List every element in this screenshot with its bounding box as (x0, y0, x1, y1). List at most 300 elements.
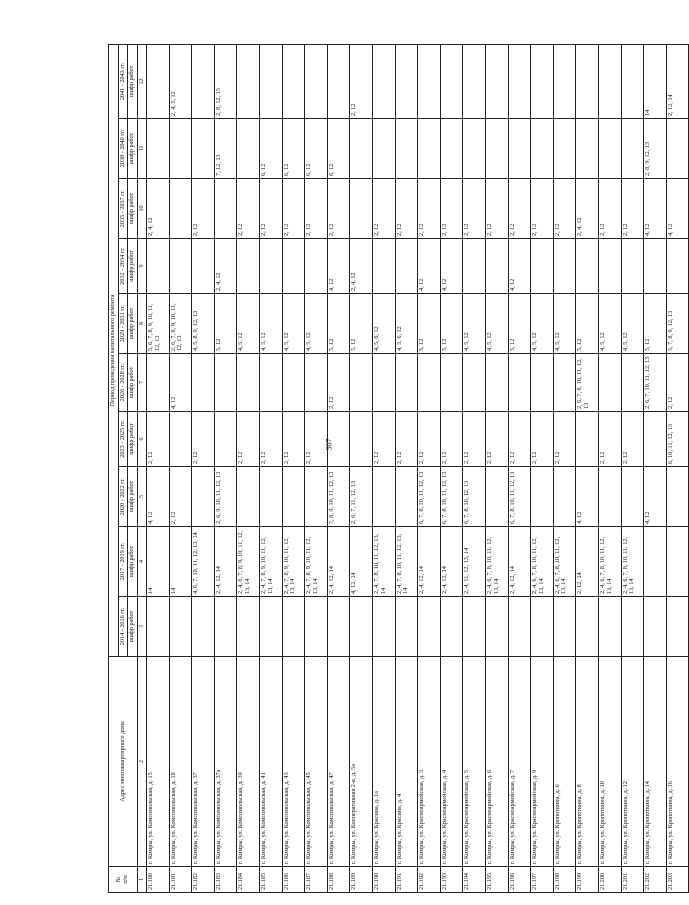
row-address: г. Кимры, ул. Кропоткина, д. 10 (598, 657, 621, 867)
row-cell-period-5 (350, 354, 373, 412)
row-cell-period-6: 4, 5, 12 (463, 294, 486, 354)
row-cell-period-3: 4, 12 (644, 467, 667, 527)
row-cell-period-4: 2, 12 (485, 412, 508, 467)
row-cell-period-6: 4, 5, 12 (305, 294, 328, 354)
row-number: 21.193 (440, 867, 463, 893)
row-number: 21.183 (214, 867, 237, 893)
row-cell-period-2 (666, 527, 689, 597)
row-cell-period-2: 2, 4, 6, 7, 8, 10, 11, 12, 13, 14 (598, 527, 621, 597)
row-address: г. Кимры, ул. Комсомольская, д. 43 (282, 657, 305, 867)
row-number: 21.185 (260, 867, 283, 893)
row-cell-period-5: 2, 12 (327, 354, 350, 412)
row-address: г. Кимры, ул. Красноармейская, д. 3 (418, 657, 441, 867)
row-cell-period-10 (327, 44, 350, 118)
row-cell-period-7 (305, 239, 328, 294)
row-cell-period-5: 2, 6, 7, 10, 11, 12, 13 (644, 354, 667, 412)
row-number: 21.197 (531, 867, 554, 893)
row-cell-period-6: 5, 12 (214, 294, 237, 354)
row-cell-period-6: 4, 5, 12 (621, 294, 644, 354)
row-cell-period-10 (621, 44, 644, 118)
row-cell-period-4: 2, 12 (147, 412, 170, 467)
row-cell-period-3: 2, 12 (169, 467, 192, 527)
row-cell-period-8: 2, 12 (395, 179, 418, 239)
row-cell-period-10 (282, 44, 305, 118)
row-cell-period-7 (260, 239, 283, 294)
row-cell-period-4 (324, 412, 350, 467)
row-cell-period-3 (531, 467, 554, 527)
row-cell-period-4: 2, 12 (305, 412, 328, 467)
row-cell-period-2: 2, 4, 7, 8, 10, 11, 12, 13, 14 (373, 527, 396, 597)
header-address: Адрес многоквартирного дома (109, 657, 138, 867)
row-cell-period-9 (463, 119, 486, 179)
page-number: 307 (324, 438, 334, 451)
row-cell-period-2: 2, 12, 14 (576, 527, 599, 597)
row-cell-period-1 (169, 597, 192, 657)
row-address: г. Кимры, ул. Кропоткина, д. 8 (576, 657, 599, 867)
row-number: 21.191 (395, 867, 418, 893)
row-cell-period-3 (237, 467, 260, 527)
row-cell-period-4: 6, 10, 11, 12, 13 (666, 412, 689, 467)
row-cell-period-7 (395, 239, 418, 294)
header-period-title: Период проведения капитального ремонта (109, 44, 119, 656)
row-cell-period-6: 4, 5, 12 (282, 294, 305, 354)
table-row (305, 44, 328, 892)
row-cell-period-6: 5, 12 (440, 294, 463, 354)
row-cell-period-2: 2, 4, 7, 8, 10, 11, 12, 13, 14 (395, 527, 418, 597)
row-cell-period-1 (214, 597, 237, 657)
row-cell-period-10 (576, 44, 599, 118)
table-row (192, 44, 215, 892)
row-cell-period-2: 14 (169, 527, 192, 597)
row-cell-period-7 (644, 239, 667, 294)
table-row (576, 44, 599, 892)
row-cell-period-6: 4, 5, 6, 12 (395, 294, 418, 354)
row-cell-period-8: 2, 12 (598, 179, 621, 239)
row-cell-period-8: 2, 12 (463, 179, 486, 239)
row-cell-period-2: 2, 4, 6, 7, 8, 10, 11, 12, 13, 14 (621, 527, 644, 597)
row-cell-period-10: 2, 12 (350, 44, 373, 118)
header-period-6: 2029 - 2031 гг. (118, 294, 128, 354)
header-sublabel-9: шифр работ (128, 119, 138, 179)
row-cell-period-1 (485, 597, 508, 657)
row-cell-period-9 (192, 119, 215, 179)
row-cell-period-1 (598, 597, 621, 657)
row-cell-period-9: 6, 12 (305, 119, 328, 179)
header-column-number-4: 4 (138, 527, 147, 597)
row-cell-period-8 (214, 179, 237, 239)
row-cell-period-7 (598, 239, 621, 294)
header-period-7: 2032 - 2034 гг. (118, 239, 128, 294)
row-cell-period-2: 2, 4, 12, 14 (214, 527, 237, 597)
header-period-1: 2014 - 2016 гг. (118, 597, 128, 657)
table-body (147, 44, 689, 892)
row-cell-period-6: 5, 6, 7, 8, 9, 10, 11, 12, 13 (147, 294, 170, 354)
row-cell-period-2: 2, 4, 12, 14 (418, 527, 441, 597)
row-cell-period-5: 4, 12 (169, 354, 192, 412)
table-row (621, 44, 644, 892)
row-cell-period-8: 2, 12 (192, 179, 215, 239)
row-number: 21.182 (192, 867, 215, 893)
row-cell-period-3 (282, 467, 305, 527)
header-column-number-5: 5 (138, 467, 147, 527)
header-column-number-6: 6 (138, 412, 147, 467)
row-number: 21.181 (169, 867, 192, 893)
row-address: г. Кимры, ул. Кооперативная 2-я, д. 5а (350, 657, 373, 867)
row-cell-period-2: 2, 4, 12, 14 (327, 527, 350, 597)
row-cell-period-8: 4, 12 (644, 179, 667, 239)
row-cell-period-6: 4, 5, 12 (485, 294, 508, 354)
row-address: г. Кимры, ул. Красина, д. 4 (395, 657, 418, 867)
row-cell-period-1 (531, 597, 554, 657)
row-cell-period-3 (485, 467, 508, 527)
row-cell-period-8: 2, 12 (282, 179, 305, 239)
row-cell-period-1 (666, 597, 689, 657)
header-column-number-11: 11 (138, 119, 147, 179)
row-address: г. Кимры, ул. Комсомольская, д. 37 (192, 657, 215, 867)
row-cell-period-10 (260, 44, 283, 118)
row-cell-period-10 (463, 44, 486, 118)
row-cell-period-9 (350, 119, 373, 179)
row-cell-period-8: 2, 12 (237, 179, 260, 239)
row-cell-period-4: 2, 12 (440, 412, 463, 467)
row-cell-period-6: 4, 5, 12 (260, 294, 283, 354)
row-cell-period-6: 5, 12 (350, 294, 373, 354)
row-cell-period-1 (282, 597, 305, 657)
row-cell-period-10: 2, 8, 12, 13 (214, 44, 237, 118)
row-cell-period-10 (553, 44, 576, 118)
row-cell-period-10 (395, 44, 418, 118)
row-cell-period-10: 2, 4, 5, 12 (169, 44, 192, 118)
row-cell-period-3: 2, 6, 7, 11, 12, 13 (350, 467, 373, 527)
row-number: 21.188 (327, 867, 350, 893)
row-cell-period-3 (192, 467, 215, 527)
row-number: 21.199 (576, 867, 599, 893)
row-cell-period-6: 4, 5, 12 (553, 294, 576, 354)
row-cell-period-6: 5, 12 (576, 294, 599, 354)
row-cell-period-4 (350, 412, 373, 467)
row-cell-period-9 (373, 119, 396, 179)
row-cell-period-2: 2, 4, 6, 7, 8, 10, 11, 12, 13, 14 (485, 527, 508, 597)
row-cell-period-6: 4, 5, 12 (237, 294, 260, 354)
row-cell-period-3: 2, 6, 9, 10, 11, 12, 13 (214, 467, 237, 527)
header-column-number-9: 9 (138, 239, 147, 294)
header-column-number-7: 7 (138, 354, 147, 412)
row-cell-period-3: 4, 12 (576, 467, 599, 527)
row-cell-period-2: 4, 12, 14 (350, 527, 373, 597)
row-cell-period-9 (418, 119, 441, 179)
row-number: 21.192 (418, 867, 441, 893)
row-cell-period-2: 4, 6, 7, 10, 11, 12, 13, 14 (192, 527, 215, 597)
row-cell-period-8: 2, 12 (418, 179, 441, 239)
row-cell-period-4 (169, 412, 192, 467)
row-cell-period-1 (147, 597, 170, 657)
header-period-3: 2020 - 2022 гг. (118, 467, 128, 527)
table-row (214, 44, 237, 892)
row-cell-period-7 (553, 239, 576, 294)
row-cell-period-8: 4, 12 (666, 179, 689, 239)
row-address: г. Кимры, ул. Красноармейская, д. 5 (463, 657, 486, 867)
header-sublabel-1: шифр работ (128, 597, 138, 657)
row-address: г. Кимры, ул. Красина, д. 1а (373, 657, 396, 867)
rotated-table-container (108, 45, 674, 893)
row-cell-period-4: 2, 12 (598, 412, 621, 467)
table-row (508, 44, 531, 892)
row-cell-period-4: 2, 12 (508, 412, 531, 467)
row-cell-period-7 (463, 239, 486, 294)
row-cell-period-9 (237, 119, 260, 179)
row-cell-period-9 (666, 119, 689, 179)
row-cell-period-6: 4, 5, 6, 12 (373, 294, 396, 354)
row-cell-period-9 (598, 119, 621, 179)
row-cell-period-3 (260, 467, 283, 527)
row-cell-period-9: 6, 12 (260, 119, 283, 179)
row-cell-period-8 (350, 179, 373, 239)
row-address: г. Кимры, ул. Комсомольская, д. 15 (147, 657, 170, 867)
row-cell-period-3 (598, 467, 621, 527)
row-cell-period-7: 2, 4, 12 (350, 239, 373, 294)
row-cell-period-8: 2, 12 (440, 179, 463, 239)
row-address: г. Кимры, ул. Комсомольская, д. 18 (169, 657, 192, 867)
row-cell-period-2: 2, 4, 7, 8, 9, 10, 11, 12, 13, 14 (260, 527, 283, 597)
row-number: 21.190 (373, 867, 396, 893)
row-cell-period-3 (553, 467, 576, 527)
header-column-number-3: 3 (138, 597, 147, 657)
row-cell-period-1 (463, 597, 486, 657)
row-cell-period-9: 6, 12 (327, 119, 350, 179)
row-cell-period-10: 2, 12, 14 (666, 44, 689, 118)
row-address: г. Кимры, ул. Красноармейская, д. 7 (508, 657, 531, 867)
row-cell-period-4 (644, 412, 667, 467)
row-cell-period-2 (644, 527, 667, 597)
row-cell-period-5 (237, 354, 260, 412)
row-cell-period-2: 2, 4, 7, 8, 9, 10, 11, 12, 13, 14 (282, 527, 305, 597)
row-cell-period-1 (305, 597, 328, 657)
row-cell-period-8: 2, 12 (485, 179, 508, 239)
row-cell-period-2: 2, 4, 12, 14 (440, 527, 463, 597)
row-cell-period-5 (418, 354, 441, 412)
header-period-9: 2038 - 2040 гг. (118, 119, 128, 179)
row-cell-period-10 (192, 44, 215, 118)
table-row (666, 44, 689, 892)
table-row (350, 44, 373, 892)
table-row (463, 44, 486, 892)
row-cell-period-7 (531, 239, 554, 294)
row-cell-period-9 (531, 119, 554, 179)
row-cell-period-5 (373, 354, 396, 412)
row-cell-period-8: 2, 4, 12 (147, 179, 170, 239)
row-cell-period-9 (395, 119, 418, 179)
header-column-number-12: 12 (138, 44, 147, 118)
row-number: 21.194 (463, 867, 486, 893)
row-address: г. Кимры, ул. Кропоткина, д. 6 (553, 657, 576, 867)
row-number: 21.196 (508, 867, 531, 893)
row-cell-period-9 (576, 119, 599, 179)
row-cell-period-9 (553, 119, 576, 179)
row-cell-period-9 (485, 119, 508, 179)
row-cell-period-6: 4, 5, 8, 9, 12, 13 (192, 294, 215, 354)
row-cell-period-7 (621, 239, 644, 294)
row-cell-period-8 (169, 179, 192, 239)
row-cell-period-10: 14 (644, 44, 667, 118)
header-column-number-1: 1 (138, 867, 147, 893)
row-cell-period-5 (282, 354, 305, 412)
row-address: г. Кимры, ул. Красноармейская, д. 9 (531, 657, 554, 867)
repair-schedule-table (108, 44, 689, 893)
row-address: г. Кимры, ул. Кропоткина, д. 12 (621, 657, 644, 867)
row-cell-period-4 (576, 412, 599, 467)
row-cell-period-3: 6, 7, 8, 10, 11, 12, 13 (418, 467, 441, 527)
header-sublabel-3: шифр работ (128, 467, 138, 527)
row-cell-period-3 (373, 467, 396, 527)
row-address: г. Кимры, ул. Кропоткина, д. 14 (644, 657, 667, 867)
row-cell-period-7 (237, 239, 260, 294)
row-cell-period-6: 5, 12 (418, 294, 441, 354)
header-column-number-2: 2 (138, 657, 147, 867)
row-cell-period-7 (373, 239, 396, 294)
row-number: 21.195 (485, 867, 508, 893)
row-address: г. Кимры, ул. Красноармейская, д. 4 (440, 657, 463, 867)
row-cell-period-1 (192, 597, 215, 657)
row-cell-period-2: 2, 4, 6, 7, 8, 9, 10, 11, 12, 13, 14 (237, 527, 260, 597)
row-cell-period-1 (508, 597, 531, 657)
row-cell-period-5 (531, 354, 554, 412)
row-cell-period-8: 2, 12 (260, 179, 283, 239)
row-cell-period-5 (214, 354, 237, 412)
row-cell-period-9 (440, 119, 463, 179)
row-cell-period-7: 4, 12 (440, 239, 463, 294)
table-row (440, 44, 463, 892)
row-number: 21.189 (350, 867, 373, 893)
row-cell-period-10 (598, 44, 621, 118)
row-cell-period-9: 7, 12, 13 (214, 119, 237, 179)
header-column-number-10: 10 (138, 179, 147, 239)
row-address: г. Кимры, ул. Комсомольская, д. 45 (305, 657, 328, 867)
row-cell-period-6: 2, 6, 7, 8, 9, 10, 11, 12, 13 (169, 294, 192, 354)
row-cell-period-7: 2, 4, 12 (214, 239, 237, 294)
header-sublabel-10: шифр работ (128, 44, 138, 118)
header-period-5: 2026 - 2028 гг. (118, 354, 128, 412)
row-cell-period-10 (508, 44, 531, 118)
row-cell-period-8: 2, 12 (327, 179, 350, 239)
header-period-10: 2041 - 2043 гг. (118, 44, 128, 118)
row-cell-period-10 (485, 44, 508, 118)
row-cell-period-9: 6, 12 (282, 119, 305, 179)
row-cell-period-2: 2, 4, 6, 7, 8, 10, 11, 12, 13, 14 (531, 527, 554, 597)
row-cell-period-9 (621, 119, 644, 179)
table-row (418, 44, 441, 892)
row-cell-period-8: 2, 12 (621, 179, 644, 239)
row-cell-period-4: 2, 12 (260, 412, 283, 467)
row-cell-period-5: 2, 12 (666, 354, 689, 412)
header-sublabel-2: шифр работ (128, 527, 138, 597)
row-cell-period-1 (621, 597, 644, 657)
row-cell-period-3: 6, 7, 8, 10, 11, 12, 13 (508, 467, 531, 527)
table-row (260, 44, 283, 892)
row-cell-period-9 (169, 119, 192, 179)
row-cell-period-7 (666, 239, 689, 294)
row-cell-period-5 (463, 354, 486, 412)
row-cell-period-2: 2, 4, 6, 7, 8, 10, 11, 12, 13, 14 (553, 527, 576, 597)
header-sublabel-5: шифр работ (128, 354, 138, 412)
row-cell-period-1 (553, 597, 576, 657)
table-row (327, 44, 350, 892)
row-cell-period-9 (508, 119, 531, 179)
row-cell-period-4 (214, 412, 237, 467)
header-sublabel-4: шифр работ (128, 412, 138, 467)
row-cell-period-7 (192, 239, 215, 294)
row-cell-period-8: 2, 12 (553, 179, 576, 239)
row-cell-period-2: 2, 4, 12, 14 (508, 527, 531, 597)
table-row (147, 44, 170, 892)
row-cell-period-4: 2, 12 (373, 412, 396, 467)
row-cell-period-5 (395, 354, 418, 412)
row-cell-period-6: 5, 12 (508, 294, 531, 354)
row-cell-period-2: 2, 4, 11, 12, 13, 14 (463, 527, 486, 597)
row-cell-period-5 (305, 354, 328, 412)
row-cell-period-4: 2, 12 (418, 412, 441, 467)
row-cell-period-4: 2, 12 (531, 412, 554, 467)
row-cell-period-5 (192, 354, 215, 412)
table-row (485, 44, 508, 892)
row-cell-period-7: 4, 12 (418, 239, 441, 294)
row-cell-period-10 (418, 44, 441, 118)
row-number: 21.198 (553, 867, 576, 893)
row-cell-period-1 (260, 597, 283, 657)
row-cell-period-7 (576, 239, 599, 294)
row-cell-period-5 (485, 354, 508, 412)
row-cell-period-10 (237, 44, 260, 118)
row-cell-period-4: 2, 12 (463, 412, 486, 467)
table-row (373, 44, 396, 892)
row-number: 21.203 (666, 867, 689, 893)
row-cell-period-1 (373, 597, 396, 657)
row-cell-period-3: 6, 7, 8, 10, 11, 12, 13 (440, 467, 463, 527)
row-cell-period-10 (531, 44, 554, 118)
row-cell-period-5 (621, 354, 644, 412)
row-cell-period-3: 6, 7, 8, 10, 12, 13 (463, 467, 486, 527)
row-cell-period-1 (237, 597, 260, 657)
table-row (395, 44, 418, 892)
row-cell-period-7 (169, 239, 192, 294)
row-number: 21.186 (282, 867, 305, 893)
row-cell-period-7: 4, 12 (508, 239, 531, 294)
header-sublabel-8: шифр работ (128, 179, 138, 239)
row-cell-period-3 (395, 467, 418, 527)
row-cell-period-1 (350, 597, 373, 657)
row-cell-period-8: 2, 12 (373, 179, 396, 239)
row-cell-period-6: 5, 7, 8, 9, 12, 13 (666, 294, 689, 354)
row-cell-period-1 (418, 597, 441, 657)
row-number: 21.187 (305, 867, 328, 893)
row-cell-period-8: 2, 4, 12 (576, 179, 599, 239)
table-row (169, 44, 192, 892)
table-row (598, 44, 621, 892)
row-cell-period-1 (395, 597, 418, 657)
row-cell-period-4: 2, 12 (192, 412, 215, 467)
row-cell-period-2: 2, 4, 7, 8, 9, 10, 11, 12, 13, 14 (305, 527, 328, 597)
row-cell-period-5 (147, 354, 170, 412)
header-no: № п/п (109, 867, 138, 893)
row-number: 21.202 (644, 867, 667, 893)
header-column-number-8: 8 (138, 294, 147, 354)
row-cell-period-7 (282, 239, 305, 294)
header-column-numbers-row (138, 44, 147, 892)
row-address: г. Кимры, ул. Красноармейская, д. 6 (485, 657, 508, 867)
row-cell-period-5: 2, 6, 7, 8, 10, 11, 12, 13 (576, 354, 599, 412)
row-number: 21.200 (598, 867, 621, 893)
table-row (237, 44, 260, 892)
row-cell-period-9: 2, 8, 9, 12, 13 (644, 119, 667, 179)
